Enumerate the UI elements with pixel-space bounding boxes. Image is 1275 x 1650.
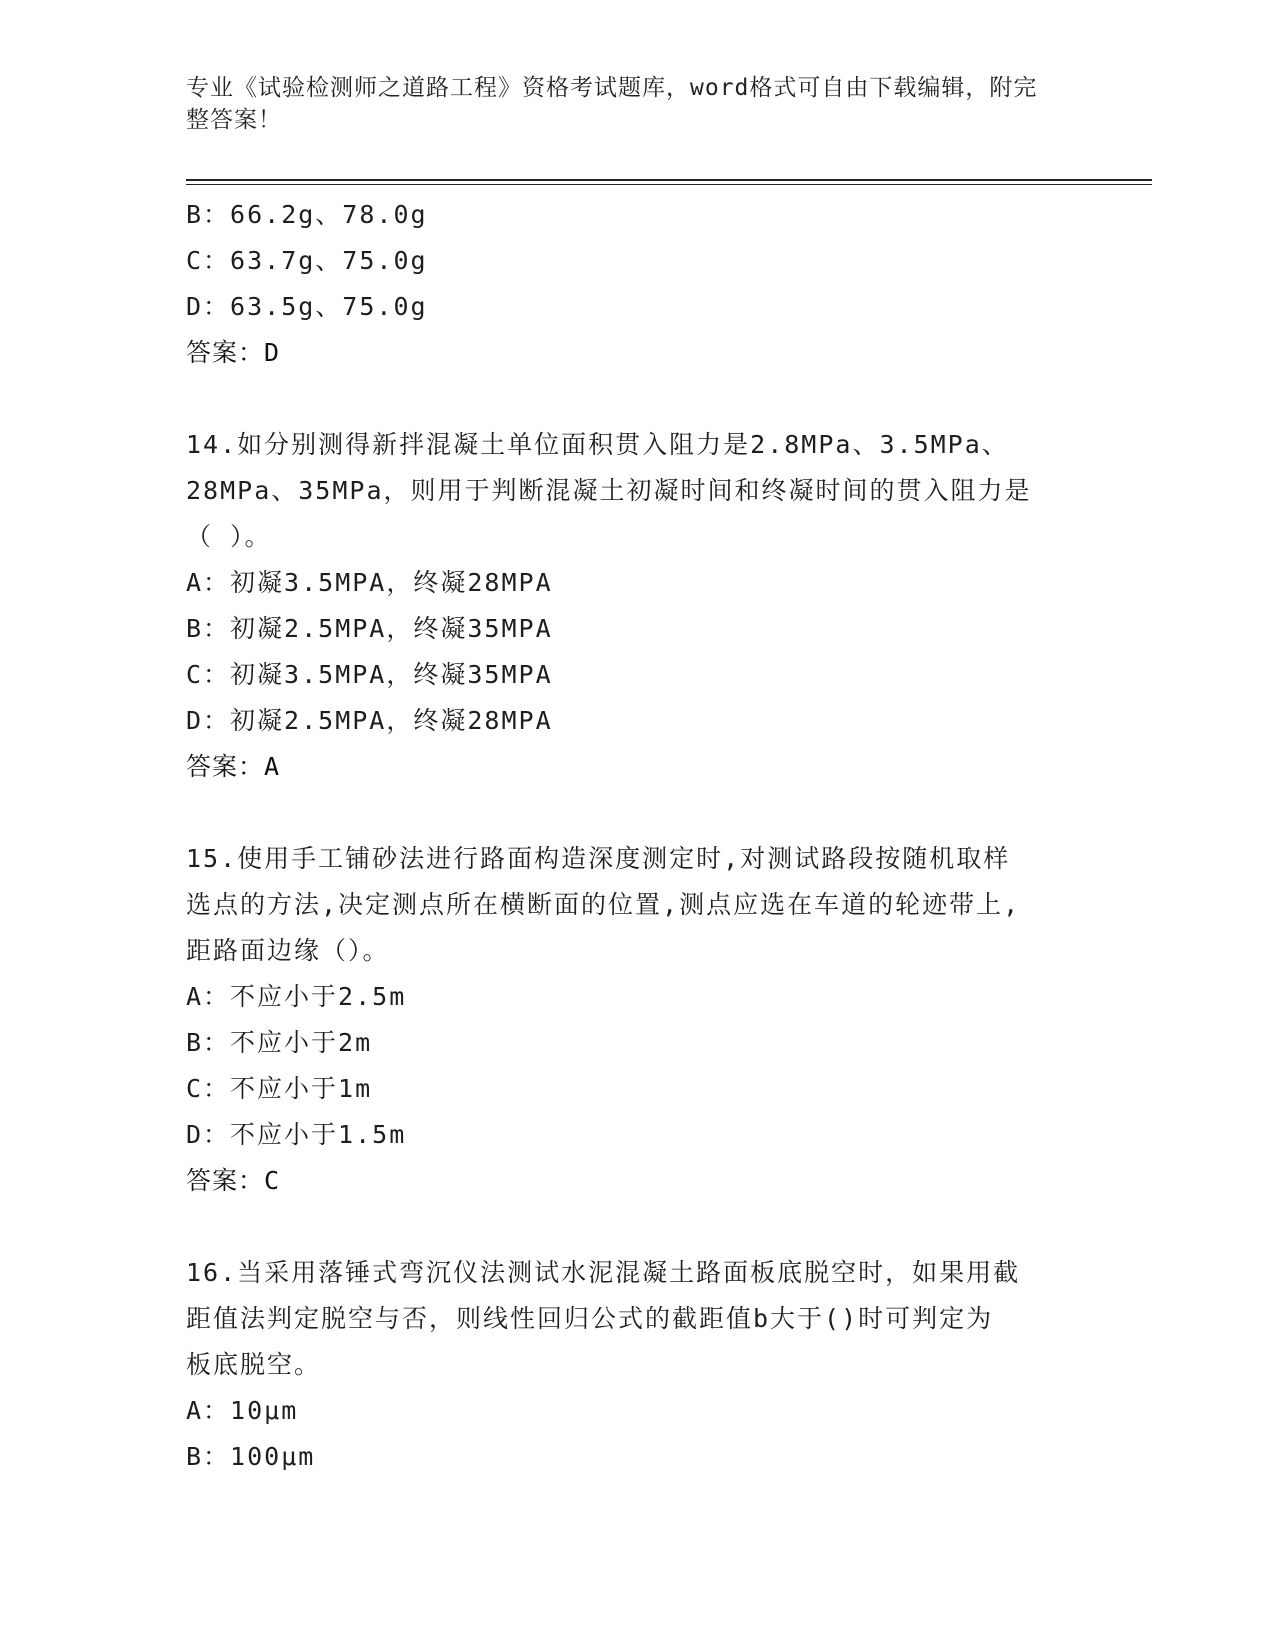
question-14 [186, 422, 1086, 790]
spacer [186, 790, 1086, 836]
option-a: A：不应小于2.5m [186, 982, 407, 1011]
option-c: C：不应小于1m [186, 1074, 373, 1103]
stem-line: 距路面边缘（）。 [186, 936, 390, 965]
stem-line: 15.使用手工铺砂法进行路面构造深度测定时,对测试路段按随机取样 [186, 844, 1011, 873]
option-b: B：66.2g、78.0g [186, 200, 428, 229]
question-stem [186, 422, 1086, 560]
header-divider-thin [186, 184, 1152, 185]
option-a: A：初凝3.5MPA，终凝28MPA [186, 568, 553, 597]
header-line-1: 专业《试验检测师之道路工程》资格考试题库，word格式可自由下载编辑，附完 [186, 75, 1038, 101]
option-b: B：不应小于2m [186, 1028, 373, 1057]
option-c: C：初凝3.5MPA，终凝35MPA [186, 660, 553, 689]
option-b: B：100μm [186, 1442, 316, 1471]
spacer [186, 1204, 1086, 1250]
stem-line: 28MPa、35MPa，则用于判断混凝土初凝时间和终凝时间的贯入阻力是 [186, 476, 1032, 505]
stem-line: 板底脱空。 [186, 1350, 322, 1379]
option-d: D：初凝2.5MPA，终凝28MPA [186, 706, 553, 735]
option-c: C：63.7g、75.0g [186, 246, 428, 275]
spacer [186, 376, 1086, 422]
question-13-tail [186, 192, 1086, 376]
document-header [186, 72, 1066, 136]
answer-line: 答案：C [186, 1166, 281, 1195]
question-15 [186, 836, 1086, 1204]
answer-line: 答案：A [186, 752, 281, 781]
header-divider [186, 179, 1152, 181]
option-d: D：63.5g、75.0g [186, 292, 428, 321]
option-a: A：10μm [186, 1396, 299, 1425]
question-16 [186, 1250, 1086, 1480]
option-b: B：初凝2.5MPA，终凝35MPA [186, 614, 553, 643]
stem-line: 16.当采用落锤式弯沉仪法测试水泥混凝土路面板底脱空时，如果用截 [186, 1258, 1021, 1287]
answer-line: 答案：D [186, 338, 281, 367]
stem-line: 距值法判定脱空与否，则线性回归公式的截距值b大于()时可判定为 [186, 1304, 994, 1333]
stem-line: 选点的方法,决定测点所在横断面的位置,测点应选在车道的轮迹带上, [186, 890, 1021, 919]
question-stem [186, 1250, 1086, 1388]
question-list [186, 192, 1086, 1480]
header-line-2: 整答案！ [186, 107, 282, 133]
question-stem [186, 836, 1086, 974]
stem-line: 14.如分别测得新拌混凝土单位面积贯入阻力是2.8MPa、3.5MPa、 [186, 430, 1009, 459]
option-d: D：不应小于1.5m [186, 1120, 407, 1149]
stem-line: （ ）。 [186, 522, 272, 551]
